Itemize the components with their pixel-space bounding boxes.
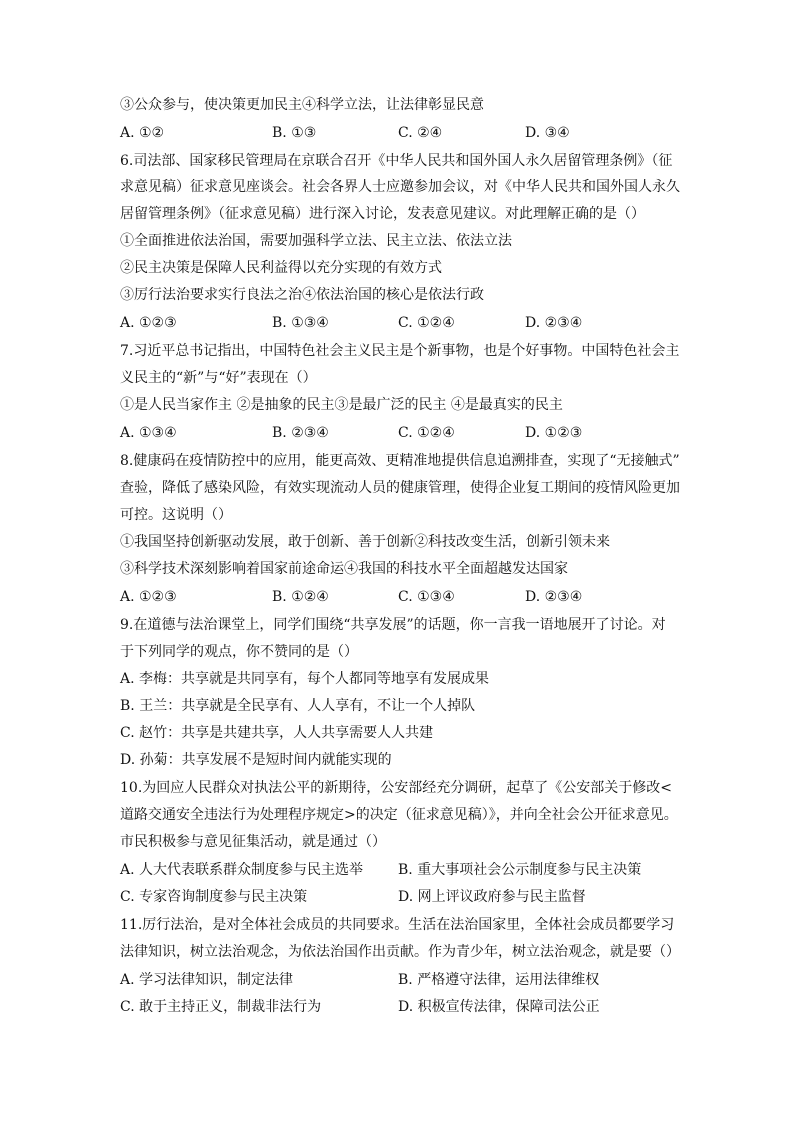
question-6-statement: ③厉行法治要求实行良法之治④依法治国的核心是依法行政 (120, 287, 484, 303)
option-d: D. 孙菊：共享发展不是短时间内就能实现的 (120, 752, 392, 768)
question-6-statement: ②民主决策是保障人民利益得以充分实现的有效方式 (120, 260, 442, 276)
question-7-stem: 义民主的“新”与“好”表现在（） (120, 370, 317, 386)
option-c: C. 赵竹：共享是共建共享，人人共享需要人人共建 (120, 725, 434, 741)
option-b: B. ①③ (272, 125, 317, 141)
question-9-stem: 于下列同学的观点，你不赞同的是（） (120, 644, 358, 660)
option-d: D. 积极宣传法律，保障司法公正 (398, 999, 600, 1015)
question-8-statement: ①我国坚持创新驱动发展，敢于创新、善于创新②科技改变生活，创新引领未来 (120, 534, 610, 550)
question-8-stem: 8.健康码在疫情防控中的应用，能更高效、更精准地提供信息追溯排查，实现了“无接触式” (120, 453, 680, 469)
option-c: C. 敢于主持正义，制裁非法行为 (120, 999, 322, 1015)
option-d: D. 网上评议政府参与民主监督 (398, 889, 586, 905)
question-8-stem: 可控。这说明（） (120, 507, 232, 523)
option-c: C. ①③④ (398, 589, 455, 605)
option-b: B. 重大事项社会公示制度参与民主决策 (398, 862, 642, 878)
question-10-stem: 市民积极参与意见征集活动，就是通过（） (120, 834, 386, 850)
option-a: A. 学习法律知识，制定法律 (120, 972, 294, 988)
question-10-stem: 道路交通安全违法行为处理程序规定>的决定（征求意见稿）》，并向全社会公开征求意见。 (120, 807, 678, 823)
option-b: B. ①③④ (272, 315, 329, 331)
question-8-statement: ③科学技术深刻影响着国家前途命运④我国的科技水平全面超越发达国家 (120, 561, 568, 577)
question-7-statement: ①是人民当家作主 ②是抽象的民主③是最广泛的民主 ④是最真实的民主 (120, 397, 563, 413)
question-6-statement: ①全面推进依法治国，需要加强科学立法、民主立法、依法立法 (120, 233, 512, 249)
question-11-stem: 11.厉行法治，是对全体社会成员的共同要求。生活在法治国家里，全体社会成员都要学习 (120, 917, 675, 933)
option-d: D. ①②③ (525, 425, 583, 441)
question-7-stem: 7.习近平总书记指出，中国特色社会主义民主是个新事物，也是个好事物。中国特色社会主 (120, 343, 680, 359)
option-b: B. 王兰：共享就是全民享有、人人享有，不让一个人掉队 (120, 698, 476, 714)
option-b: B. ①②④ (272, 589, 329, 605)
option-d: D. ②③④ (525, 315, 583, 331)
option-a: A. 李梅：共享就是共同享有，每个人都同等地享有发展成果 (120, 671, 490, 687)
question-8-stem: 查验，降低了感染风险，有效实现流动人员的健康管理，使得企业复工期间的疫情风险更加 (120, 480, 680, 496)
option-b: B. 严格遵守法律，运用法律维权 (398, 972, 600, 988)
question-6-stem: 6.司法部、国家移民管理局在京联合召开《中华人民共和国外国人永久居留管理条例》（征 (120, 153, 673, 169)
intro-line: ③公众参与，使决策更加民主④科学立法，让法律彰显民意 (120, 97, 484, 113)
question-6-stem: 求意见稿）征求意见座谈会。社会各界人士应邀参加会议，对《中华人民共和国外国人永久 (120, 179, 680, 195)
option-c: C. ①②④ (398, 425, 455, 441)
question-6-stem: 居留管理条例》（征求意见稿）进行深入讨论，发表意见建议。对此理解正确的是（） (120, 206, 645, 222)
option-d: D. ②③④ (525, 589, 583, 605)
option-a: A. ①③④ (120, 425, 177, 441)
option-a: A. 人大代表联系群众制度参与民主选举 (120, 862, 364, 878)
question-11-stem: 法律知识，树立法治观念，为依法治国作出贡献。作为青少年，树立法治观念，就是要（） (120, 944, 680, 960)
question-9-stem: 9.在道德与法治课堂上，同学们围绕“共享发展”的话题，你一言我一语地展开了讨论。对 (120, 617, 666, 633)
option-c: C. ②④ (398, 125, 443, 141)
option-c: C. ①②④ (398, 315, 455, 331)
option-b: B. ②③④ (272, 425, 329, 441)
option-d: D. ③④ (525, 125, 570, 141)
option-a: A. ①②③ (120, 315, 177, 331)
option-c: C. 专家咨询制度参与民主决策 (120, 889, 308, 905)
option-a: A. ①②③ (120, 589, 177, 605)
question-10-stem: 10.为回应人民群众对执法公平的新期待，公安部经充分调研，起草了《公安部关于修改< (120, 780, 672, 796)
option-a: A. ①② (120, 125, 165, 141)
